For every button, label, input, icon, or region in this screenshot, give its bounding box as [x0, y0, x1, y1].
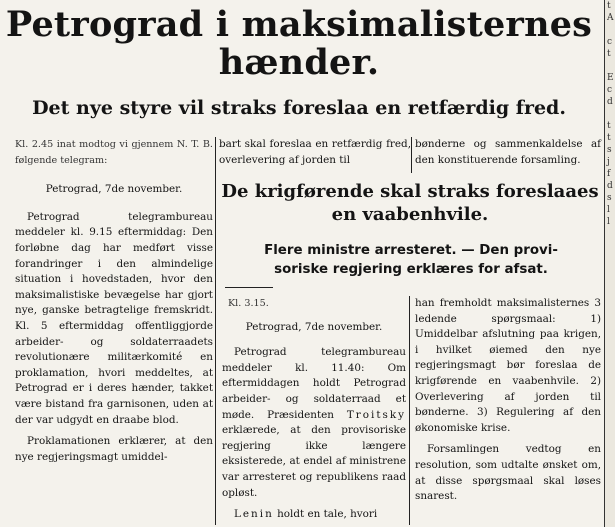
article-body-6: Forsamlingen vedtog en resolution, som udtalte ønsket om, at disse spørgsmaal skal løses snarest. — [415, 443, 601, 503]
dateline-2: Petrograd, 7de november. — [245, 320, 383, 333]
subheadline: Det nye styre vil straks foreslaa en retfærdig fred. — [32, 97, 566, 119]
name-lenin: Lenin — [234, 508, 274, 521]
dateline-1: Petrograd, 7de november. — [45, 183, 183, 196]
section-headline — [219, 180, 601, 226]
column-3-bottom — [415, 296, 601, 505]
section-headline-line-1: De krigførende skal straks foreslaaes — [221, 181, 599, 202]
section-subheadline — [221, 241, 601, 279]
column-2-continuation: bart skal foreslaa en retfærdig fred, overlevering af jorden til — [219, 138, 411, 166]
column-divider-2-bottom — [409, 296, 410, 525]
article-body-3b-text: erklærede, at den provisoriske regjering ikke længere eksisterede, at endel af ministrene var arresteret og republikens raad opløst. — [222, 424, 406, 499]
column-3-top — [415, 137, 601, 168]
intro-text: Kl. 2.45 inat modtog vi gjennem N. T. B. følgende telegram: — [15, 139, 213, 166]
column-1 — [15, 137, 213, 465]
edge-text: t A c t E c d t t s j f d s l l — [607, 1, 614, 227]
column-2-top — [219, 137, 411, 168]
headline-line-2: hænder. — [218, 42, 380, 83]
article-body-2: Proklamationen erklærer, at den nye regjeringsmagt umiddel- — [15, 435, 213, 463]
article-body-4 — [222, 507, 406, 523]
headline — [0, 6, 598, 82]
article-body-5: han fremholdt maksimalisternes 3 ledende spørgsmaal: 1) Umiddelbar afslutning paa krigen, i hvilket øiemed den nye regjeringsmagt bør foreslaa de krigførende en vaabenhvile. 2) Overlevering af jorden til bønderne. 3) Regulering af den økonomiske krise. — [415, 297, 601, 434]
article-body-3-text: Petrograd telegrambureau meddeler kl. 11.40: Om eftermiddagen holdt Petrograd arbeider- og soldaterraad et møde. Præsidenten — [222, 346, 406, 421]
section-headline-line-2: en vaabenhvile. — [331, 204, 489, 225]
column-divider-2-top — [411, 137, 412, 173]
section-subheadline-line-1: Flere ministre arresteret. — Den provi- — [264, 243, 558, 258]
name-troitsky: Troitsky — [346, 408, 406, 421]
section-subheadline-line-2: soriske regjering erklæres for afsat. — [274, 262, 548, 277]
article-body-3 — [222, 345, 406, 501]
article-body-4-text: holdt en tale, hvori — [277, 508, 378, 521]
article-body-1: Petrograd telegrambureau meddeler kl. 9.15 eftermiddag: Den forløbne dag har medført visse forandringer i den almindelige situation i hovedstaden, hvor den maksimalistiske bevægelse har gjort nye, ganske betragtelige fremskridt. Kl. 5 eftermiddag offentliggjorde arbeider- og soldaterraadets revolutionære militærkomité en proklamation, hvori meddeltes, at Petrograd er i deres hænder, takket være bistand fra garnisonen, uden at der var udgydt en draabe blod. — [15, 210, 213, 426]
headline-line-1: Petrograd i maksimalisternes — [5, 4, 593, 45]
column-2-bottom — [222, 296, 406, 523]
column-divider-1 — [215, 137, 216, 525]
column-3-continuation: bønderne og sammenkaldelse af den konstituerende forsamling. — [415, 138, 601, 166]
time-stamp: Kl. 3.15. — [228, 298, 269, 309]
adjacent-page-edge — [604, 0, 615, 527]
short-rule — [225, 287, 273, 288]
